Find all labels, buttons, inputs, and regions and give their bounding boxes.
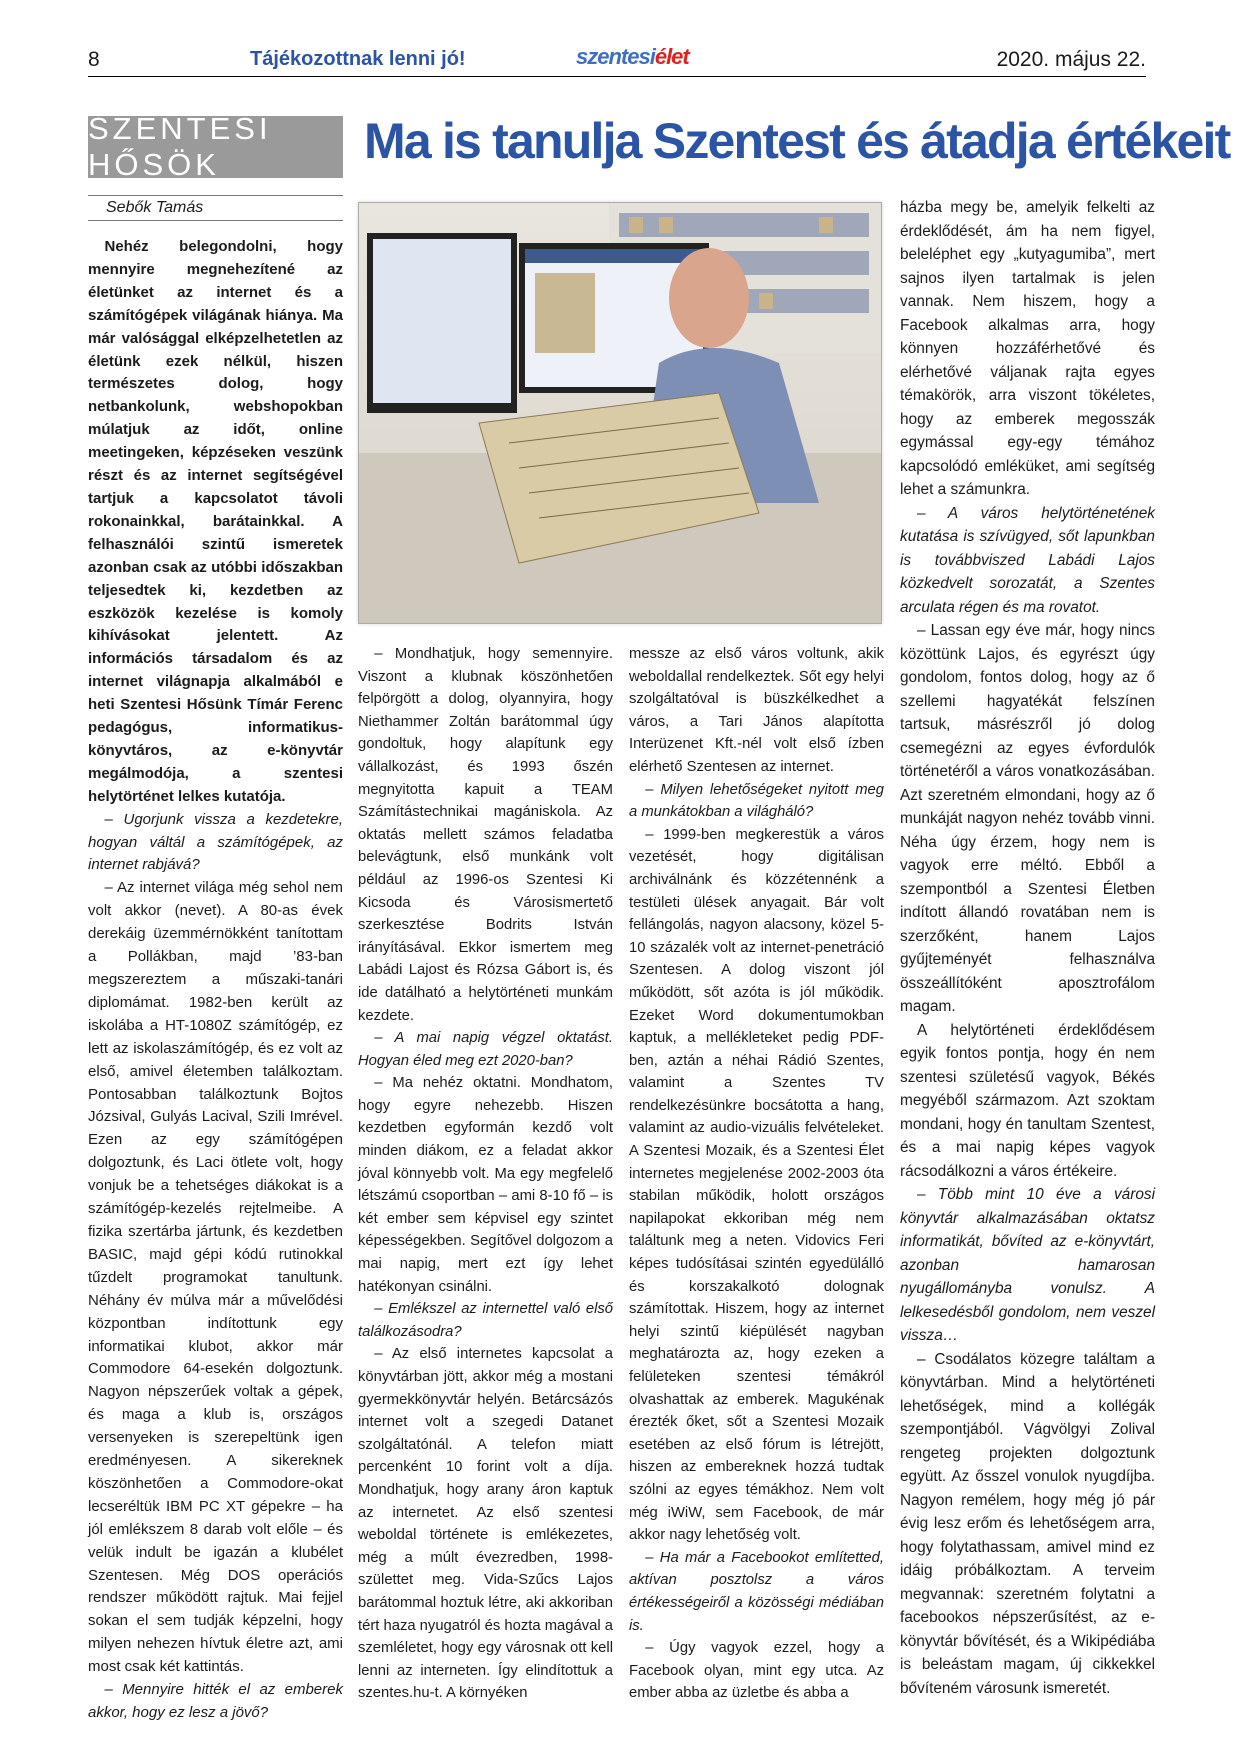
article-photo — [358, 202, 882, 624]
paragraph: – Ma nehéz oktatni. Mondhatom, hogy egyre nehezebb. Hiszen kezdetben egyformán kezdő volt minden diákom, ez a feladat akkor jóval könnyebb volt. Ma egy megfelelő létszámú csoportban – ami 8-10 fő – is két ember sem képvisel egy szintet képességekben. Segítővel dolgozom a mai napig, mert ezt így lehet hatékonyan csinálni. — [358, 1075, 613, 1295]
interview-question: – Milyen lehetőségeket nyitott meg a munkátokban a világháló? — [629, 781, 884, 821]
logo-part-1: szentesi — [576, 44, 655, 69]
page-number: 8 — [88, 48, 100, 71]
paragraph: – Úgy vagyok ezzel, hogy a Facebook olyan, mint egy utca. Az ember abba az üzletbe és abba a — [629, 1640, 884, 1702]
paragraph: – Az internet világa még sehol nem volt akkor (nevet). A 80-as évek derekáig üzemmérnökként tanítottam a Pollákban, majd ’83-ban megszereztem a műszaki-tanári diplomámat. 1982-ben került az iskolába a HT-1080Z számítógép, ez lett az iskolaszámítógép, és ez volt az első, amivel életemben találkoztam. Pontosabban találkoztunk Bojtos Józsival, Gulyás Lacival, Szili Imrével. Ezen az egy számítógépen dolgoztunk, és Laci ötlete volt, hogy vonjuk be a tehetséges diákokat is a számítógép-kezelés rejtelmeibe. A fizika szertárba jártunk, és kezdetben BASIC, majd gépi kódú rutinokkal tűzdelt programokat tanultunk. Néhány év múlva már a művelődési központban indítottunk egy informatikai klubot, akkor már Commodore 64-esekén dolgoztunk. Nagyon népszerűek voltak a gépek, és maga a klub is, országos versenyeken is szerepeltünk igen eredményesen. A sikereknek köszönhetően a Commodore-okat lecseréltük IBM PC XT gépekre – ha jól emlékszem 8 darab volt előle – és velük indult be igazán a klubélet Szentesen. Még DOS operációs rendszer működött rajtuk. Mai fejjel sokan el sem tudják képzelni, hogy milyen nehezen hívtuk életre azt, ami most csak két kattintás. — [88, 879, 343, 1676]
rubric-label: SZENTESI HŐSÖK — [88, 116, 343, 178]
text-column-1 — [88, 236, 343, 1725]
newspaper-logo — [576, 44, 689, 70]
text-column-4 — [900, 196, 1155, 1700]
paragraph: – Az első internetes kapcsolat a könyvtárban jött, akkor még a mostani gyermekkönyvtár helyén. Betárcsázós internet volt a szegedi Datanet szolgáltatónál. A telefon miatt percenként 10 forint volt a díja. Mondhatjuk, hogy arany áron kaptuk az internetet. Az első szentesi weboldal története is emlékezetes, még a múlt évezredben, 1998-születtet meg. Vida-Szűcs Lajos barátommal hoztuk létre, aki akkoriban tért haza nyugatról és hozta magával a szemléletet, hogy egy városnak ott kell lenni az interneten. Így elindítottuk a szentes.hu-t. A környéken — [358, 1346, 613, 1702]
interview-question: – Több mint 10 éve a városi könyvtár alkalmazásában oktatsz informatikát, bővíted az e-könyvtárt, azonban hamarosan nyugállományba vonulsz. A lelkesedésből gondolom, nem veszel vissza… — [900, 1186, 1155, 1344]
interview-question: – A város helytörténetének kutatása is szívügyed, sőt lapunkban is továbbviszed Labádi Lajos közkedvelt sorozatát, a Szentes arculata régen és ma rovatot. — [900, 504, 1155, 616]
paragraph: – 1999-ben megkerestük a város vezetését, hogy digitálisan archiválnánk és közzétennénk a testületi ülések anyagait. Bár volt fellángolás, nagyon alacsony, közel 5-10 százalék volt az internet-penetráció Szentesen. A dolog viszont jól működött, sőt azóta is jól működik. Ezeket Word dokumentumokban kaptuk, a mellékleteket pedig PDF-ben, aztán a néhai Rádió Szentes, valamint a Szentes TV rendelkezésünkre bocsátotta a hang, valamint az audio-vizuális felvételeket. A Szentesi Mozaik, és a Szentesi Élet internetes megjelenése 2002-2003 óta stabilan működik, holott országos napilapokat ekkoriban még nem találtunk meg a neten. Vidovics Feri képes tudósításai szintén egyedülálló és korszakalkotó dolognak számítottak. Hiszem, hogy az internet helyi szintű kiépülését nagyban meghatározta az, hogy ezeken a felületeken szentesi témákról olvashattak az emberek. Magukénak érezték őket, sőt a Szentesi Mozaik esetében az első fórum is létrejött, hiszen az embereknek hozzá tudtak szólni az egyes témákhoz. Nem volt még iWiW, sem Facebook, de már akkor nagy lehetőség volt. — [629, 826, 884, 1544]
text-column-3 — [629, 643, 884, 1705]
paragraph: – Mondhatjuk, hogy semennyire. Viszont a klubnak köszönhetően felpörgött a dolog, olyannyira, hogy Niethammer Zoltán barátommal úgy gondoltuk, hogy alapítunk egy vállalkozást, és 1993 őszén megnyitotta kapuit a TEAM Számítástechnikai magániskola. Az oktatás mellett számos feladatba belevágtunk, első munkánk volt például az 1996-os Szentesi Ki Kicsoda és Városismertető szerkesztése Bodrits István irányításával. Ekkor ismertem meg Labádi Lajost és Rózsa Gábort is, és ide datálható a helytörténeti munkám kezdete. — [358, 646, 613, 1024]
interview-question: – A mai napig végzel oktatást. Hogyan éled meg ezt 2020-ban? — [358, 1030, 613, 1069]
interview-question: – Emlékszel az internettel való első találkozásodra? — [358, 1301, 613, 1340]
header-slogan: Tájékozottnak lenni jó! — [250, 48, 466, 70]
paragraph: – Csodálatos közegre találtam a könyvtárban. Mind a helytörténeti lehetőségek, mind a kollégák szempontjából. Vágvölgyi Zolival rengeteg projekten dolgoztunk együtt. Az ősszel vonulok nyugdíjba. Nagyon remélem, hogy még jó pár évig lesz erőm és lehetőségem arra, hogy folytathassam, amivel mind ez idáig próbálkoztam. A terveim megvannak: szeretném folytatni a facebookos népszerűsítést, az e-könyvtár bővítését, és a Wikipédiába is beleástam magam, új cikkekkel bővíteném városunk ismeretét. — [900, 1350, 1155, 1697]
issue-date: 2020. május 22. — [996, 48, 1146, 71]
interview-question: – Mennyire hitték el az emberek akkor, hogy ez lesz a jövő? — [88, 1681, 343, 1721]
paragraph: – Lassan egy éve már, hogy nincs közöttünk Lajos, és egyrészt úgy gondolom, fontos dolog, hogy az ő szellemi hagyatékát felszínen tartsuk, másrészről jó dolog csemegézni az egyes évfordulók történetéről a város vonatkozásában. Azt szeretném elmondani, hogy az ő munkáját nagyon nehéz tovább vinni. Néha úgy érzem, hogy nem is vagyok erre méltó. Ebből a szempontból a Szentesi Életben indított állandó rovatában nem is szerzőként, hanem Lajos gyűjteményét felhasználva összeállítóként aposztrofálom magam. — [900, 622, 1155, 1015]
paragraph: messze az első város voltunk, akik weboldallal rendelkeztek. Sőt egy helyi szolgáltatóval is büszkélkedhet a város, a Tari János alapította Interüzenet Kft.-nél volt első ízben elérhető Szentesen az internet. — [629, 646, 884, 775]
paragraph: házba megy be, amelyik felkelti az érdeklődését, ám ha nem figyel, beleléphet egy „kutyagumiba”, mert sajnos ilyen tartalmak is jelen vannak. Nem hiszem, hogy a Facebook alkalmas arra, hogy könnyen hozzáférhetővé és elérhetővé váljanak rajta egyes témakörök, arra viszont tökéletes, hogy az emberek megosszák egymással egy-egy témához kapcsolódó emléküket, ami segítség lehet a számunkra. — [900, 199, 1155, 498]
page-header — [88, 44, 1146, 77]
interview-question: – Ugorjunk vissza a kezdetekre, hogyan váltál a számítógépek, az internet rabjává? — [88, 810, 343, 874]
paragraph: A helytörténeti érdeklődésem egyik fontos pontja, hogy én nem szentesi születésű vagyok, Békés megyéből származom. Azt szoktam mondani, hogy én tanultam Szentest, és a mai napig képes vagyok rácsodálkozni a város értékeire. — [900, 1021, 1155, 1180]
author-byline: Sebők Tamás — [88, 195, 343, 221]
logo-part-2: élet — [654, 44, 689, 69]
text-column-2 — [358, 643, 613, 1705]
article-lead: Nehéz belegondolni, hogy mennyire megnehezítené az életünket az internet és a számítógépek világának hiánya. Ma már valósággal elképzelhetetlen az életünk ezek nélkül, hiszen természetes dolog, hogy netbankolunk, webshopokban múlatjuk az időt, online meetingeken, képzéseken veszünk részt és az internet segítségével tartjuk a kapcsolatot távoli rokonainkkal, barátainkkal. A felhasználói szintű ismeretek azonban csak az utóbbi időszakban teljesedtek ki, kezdetben az eszközök kezelése is komoly kihívásokat jelentett. Az információs társadalom és az internet világnapja alkalmából e heti Szentesi Hősünk Tímár Ferenc pedagógus, informatikus-könyvtáros, az e-könyvtár megálmodója, a szentesi helytörténet lelkes kutatója. — [88, 238, 343, 805]
interview-question: – Ha már a Facebookot említetted, aktívan posztolsz a város értékességeiről a közösségi médiában is. — [629, 1549, 884, 1634]
article-headline: Ma is tanulja Szentest és átadja értékeit — [364, 113, 1230, 169]
photo-man-with-newspaper-icon — [359, 203, 881, 623]
